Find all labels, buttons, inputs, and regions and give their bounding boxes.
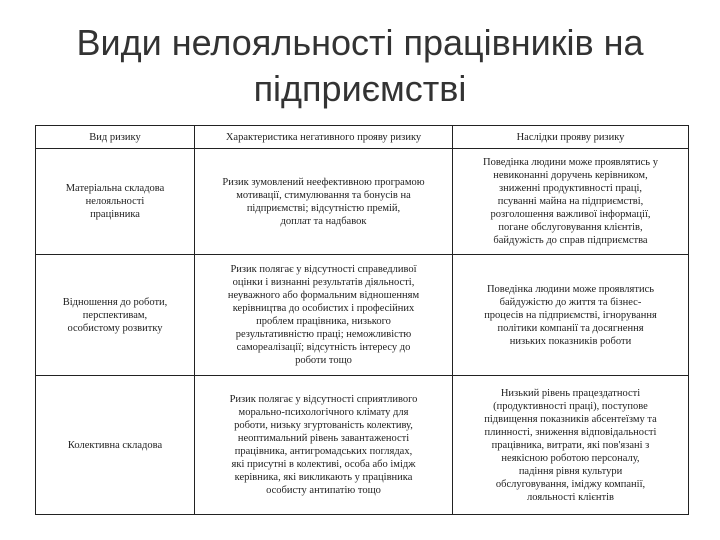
table-row (36, 255, 689, 376)
cell-consequences: Поведінка людини може проявлятись у невиконанні доручень керівником, зниженні продуктивності праці, псуванні майна на підприємстві, розголошення важливої інформації, погане обслуговування клієнтів, байдужість до справ підприємства (453, 149, 689, 255)
header-characteristic: Характеристика негативного прояву ризику (195, 126, 453, 149)
cell-characteristic: Ризик полягає у відсутності справедливої оцінки і визнанні результатів діяльності, неуважного або формальним відношенням керівництва до особистих і професійних проблем працівника, низького результативністю праці; неможливістю самореалізації; відсутність інтересу до роботи тощо (195, 255, 453, 376)
cell-risk-type: Колективна складова (36, 376, 195, 515)
table-row (36, 376, 689, 515)
cell-risk-type: Відношення до роботи, перспективам, особистому розвитку (36, 255, 195, 376)
cell-consequences: Поведінка людини може проявлятись байдужістю до життя та бізнес- процесів на підприємстві, ігнорування політики компанії та досягнення низьких показників роботи (453, 255, 689, 376)
table-header-row (36, 126, 689, 149)
slide-title: Види нелояльності працівників на підприємстві (76, 22, 644, 109)
cell-risk-type: Матеріальна складова нелояльності працівника (36, 149, 195, 255)
header-consequences: Наслідки прояву ризику (453, 126, 689, 149)
table-row (36, 149, 689, 255)
cell-characteristic: Ризик зумовлений неефективною програмою мотивації, стимулювання та бонусів на підприємстві; відсутністю премій, доплат та надбавок (195, 149, 453, 255)
cell-consequences: Низький рівень працездатності (продуктивності праці), поступове підвищення показників абсентеїзму та плинності, зниження відповідальності працівника, витрати, які пов'язані з неякісною роботою персоналу, падіння рівня культури обслуговування, іміджу компанії, лояльності клієнтів (453, 376, 689, 515)
cell-characteristic: Ризик полягає у відсутності сприятливого морально-психологічного клімату для роботи, низьку згуртованість колективу, неоптимальний рівень завантаженості працівника, антигромадських поглядах, які присутні в колективі, особа або імідж керівника, які викликають у працівника особисту антипатію тощо (195, 376, 453, 515)
header-risk-type: Вид ризику (36, 126, 195, 149)
risk-table (35, 125, 689, 515)
